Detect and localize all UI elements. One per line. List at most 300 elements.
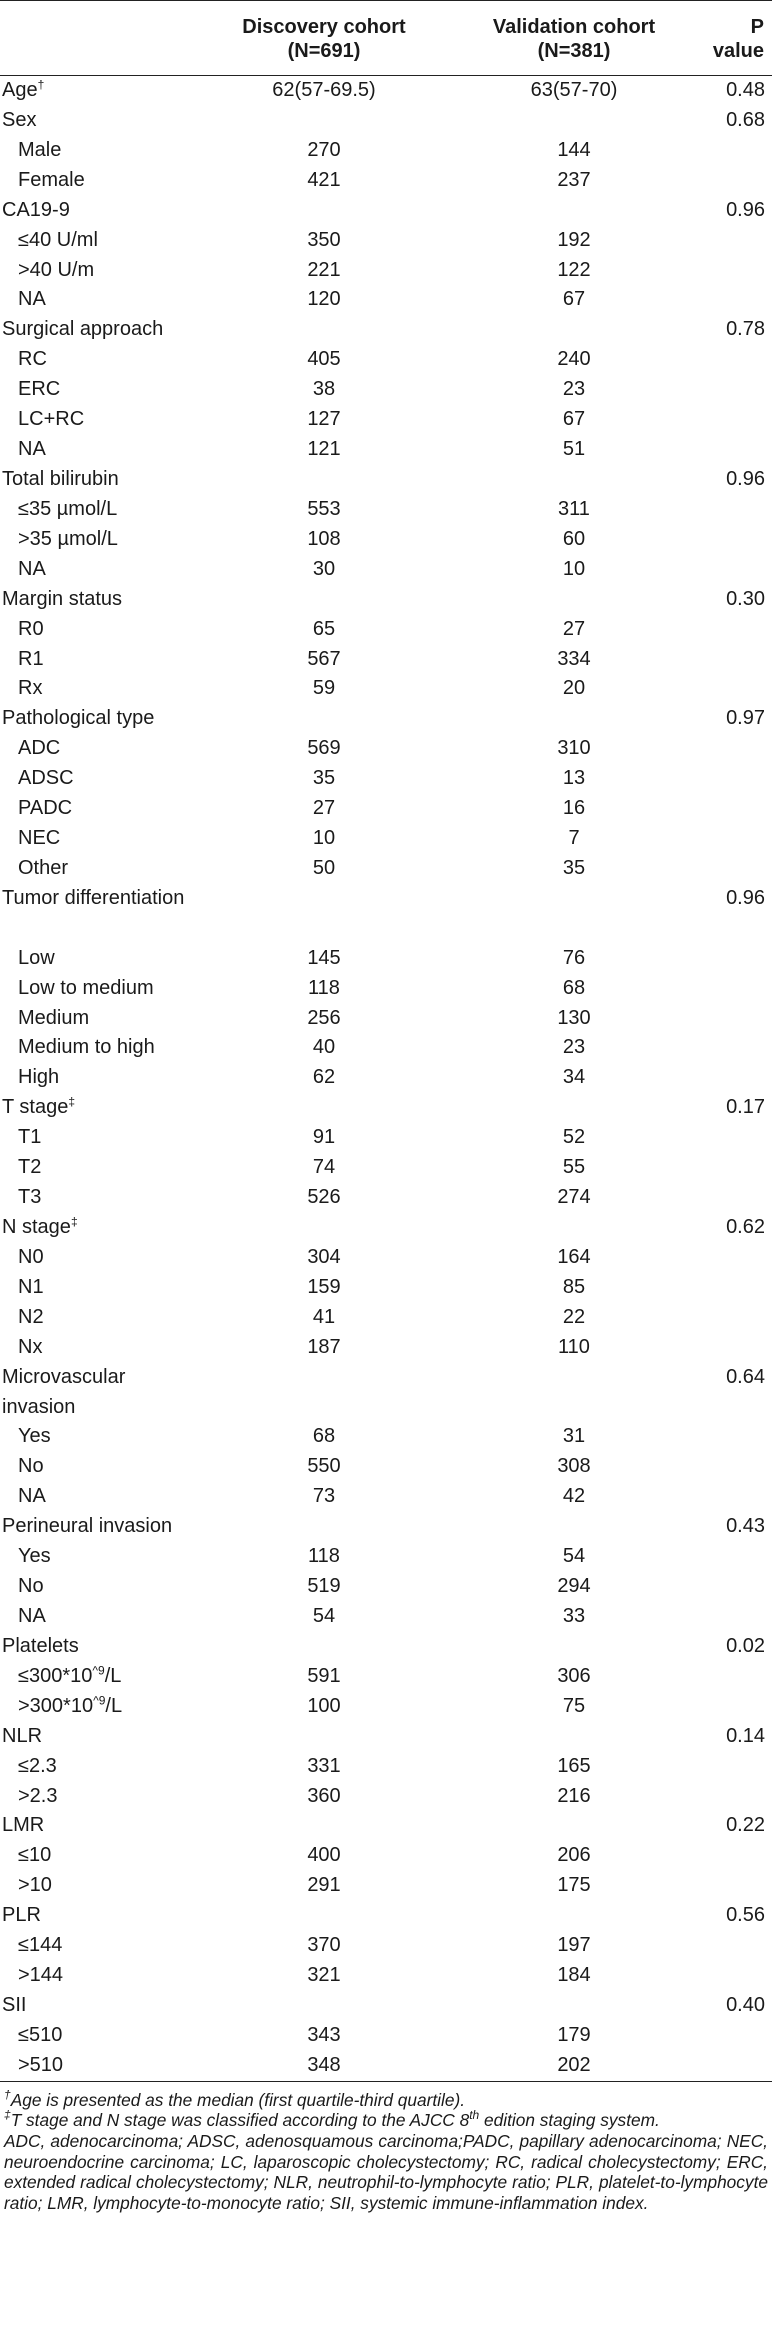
- row-label-text: R1: [18, 647, 44, 670]
- row-label: [0, 854, 190, 884]
- cell-discovery: 550: [307, 1455, 341, 1478]
- cell-p-value: 0.48: [726, 79, 765, 101]
- row-label: [0, 1512, 190, 1542]
- table-row-variable: [0, 315, 772, 345]
- table-row-subcategory: [0, 1871, 772, 1901]
- table-row-subcategory: [0, 2021, 772, 2051]
- row-label: [0, 1871, 190, 1901]
- cell-validation: 310: [557, 737, 591, 760]
- cell-p-value: [690, 1303, 772, 1333]
- cell-discovery: [190, 106, 458, 136]
- row-label-text: NEC: [18, 827, 61, 850]
- table-row-variable: [0, 465, 772, 495]
- cell-validation: 311: [558, 497, 590, 520]
- cell-validation: 197: [557, 1934, 591, 1957]
- table-row-subcategory: [0, 166, 772, 196]
- table-row-subcategory: [0, 1931, 772, 1961]
- cell-p-value: [690, 824, 772, 854]
- row-label-text: T3: [18, 1186, 42, 1209]
- row-label-text: NA: [18, 557, 46, 580]
- table-row-subcategory: [0, 1303, 772, 1333]
- cell-discovery: 59: [312, 677, 336, 700]
- row-label: [0, 226, 190, 256]
- footnote-age: [4, 2087, 768, 2111]
- row-label: [0, 555, 190, 585]
- cell-discovery: 159: [307, 1275, 341, 1298]
- cell-validation: [458, 1901, 690, 1931]
- cell-validation: 206: [557, 1844, 591, 1867]
- cell-discovery: [190, 1811, 458, 1841]
- row-label: [0, 1004, 190, 1034]
- cell-validation: [458, 585, 690, 615]
- cell-p-value: [690, 345, 772, 375]
- cell-validation: 35: [562, 856, 586, 879]
- cell-p-value: [690, 1183, 772, 1213]
- table-footnotes: [0, 2082, 772, 2214]
- cell-validation: 23: [562, 378, 586, 401]
- cell-validation: 63(57-70): [530, 79, 618, 101]
- cell-p-value: [690, 1333, 772, 1363]
- cell-validation: 165: [557, 1754, 591, 1777]
- cell-p-value: [690, 674, 772, 704]
- row-label-text: LMR: [2, 1814, 45, 1837]
- header-p-line2: value: [712, 40, 764, 62]
- table-row-subcategory: [0, 1692, 772, 1722]
- cell-discovery: 421: [307, 168, 341, 191]
- cell-discovery: 27: [312, 797, 336, 820]
- cell-discovery: 40: [312, 1036, 336, 1059]
- row-label-text: Yes: [18, 1425, 51, 1448]
- row-label-text: Medium to high: [18, 1036, 155, 1059]
- cell-validation: 13: [562, 767, 586, 790]
- cell-p-value: [690, 1931, 772, 1961]
- table-row-subcategory: [0, 1333, 772, 1363]
- cell-discovery: 100: [307, 1694, 341, 1717]
- cell-p-value: [690, 2051, 772, 2081]
- cell-p-value: [690, 525, 772, 555]
- row-label-text: Microvascular invasion: [2, 1365, 126, 1418]
- cell-p-value: [690, 256, 772, 286]
- row-label-text: ADC: [18, 737, 61, 760]
- row-label: [0, 1063, 190, 1093]
- row-label-text: NA: [18, 288, 46, 311]
- row-label: [0, 136, 190, 166]
- table-row-subcategory: [0, 136, 772, 166]
- cell-discovery: 400: [307, 1844, 341, 1867]
- row-label: [0, 1602, 190, 1632]
- table-row-subcategory: [0, 615, 772, 645]
- cell-discovery: 73: [312, 1485, 336, 1508]
- row-label-text: ≤10: [18, 1844, 52, 1867]
- table-row-subcategory: [0, 555, 772, 585]
- cell-validation: [458, 1722, 690, 1752]
- footnote-staging-sup: th: [469, 2108, 480, 2123]
- cell-discovery: 35: [312, 767, 336, 790]
- row-label-text: ≤144: [18, 1934, 63, 1957]
- header-validation-n: (N=381): [537, 40, 611, 62]
- table-row-subcategory: [0, 645, 772, 675]
- dagger-mark: †: [4, 2087, 11, 2102]
- cell-p-value: [690, 1243, 772, 1273]
- cell-discovery: [190, 1722, 458, 1752]
- cell-p-value: 0.64: [726, 1365, 765, 1388]
- table-row-subcategory: [0, 1572, 772, 1602]
- cell-p-value: 0.22: [726, 1814, 765, 1837]
- table-row-subcategory: [0, 1782, 772, 1812]
- row-label-text: >300*10: [18, 1694, 94, 1717]
- row-label: [0, 495, 190, 525]
- cell-discovery: 41: [312, 1305, 336, 1328]
- cell-discovery: 370: [307, 1934, 341, 1957]
- row-label-text: Other: [18, 856, 69, 879]
- cell-validation: 164: [557, 1245, 591, 1268]
- cell-validation: 306: [557, 1664, 591, 1687]
- cell-p-value: [690, 1752, 772, 1782]
- row-label-unit: /L: [105, 1694, 123, 1717]
- table-row-subcategory: [0, 375, 772, 405]
- table-row-variable: [0, 884, 772, 944]
- cell-discovery: 74: [312, 1156, 336, 1179]
- cell-discovery: 30: [312, 557, 336, 580]
- cell-validation: 52: [562, 1126, 586, 1149]
- row-label-text: ERC: [18, 378, 61, 401]
- cell-p-value: [690, 1602, 772, 1632]
- cell-p-value: [690, 1662, 772, 1692]
- cell-validation: 20: [562, 677, 586, 700]
- cell-validation: 27: [562, 617, 586, 640]
- row-label-text: No: [18, 1455, 44, 1478]
- row-label-text: Margin status: [2, 587, 123, 610]
- cell-p-value: 0.30: [726, 587, 765, 610]
- cell-validation: [458, 884, 690, 944]
- cell-validation: [458, 704, 690, 734]
- row-label: [0, 674, 190, 704]
- cell-validation: 294: [557, 1575, 591, 1598]
- row-label: [0, 1153, 190, 1183]
- cell-p-value: 0.68: [726, 108, 765, 131]
- row-label: [0, 824, 190, 854]
- cell-validation: 334: [557, 647, 591, 670]
- row-label-exponent: ^9: [92, 1663, 105, 1678]
- row-label-text: Rx: [18, 677, 43, 700]
- row-label: [0, 645, 190, 675]
- cell-validation: 67: [562, 288, 586, 311]
- row-label: [0, 1901, 190, 1931]
- cell-discovery: [190, 585, 458, 615]
- cell-validation: 179: [557, 2023, 591, 2046]
- cell-p-value: [690, 226, 772, 256]
- row-label: [0, 1961, 190, 1991]
- row-label: [0, 884, 190, 944]
- cell-discovery: 569: [307, 737, 341, 760]
- cell-p-value: [690, 1692, 772, 1722]
- row-label: [0, 1782, 190, 1812]
- footnote-staging-text-b: edition staging system.: [479, 2110, 660, 2131]
- cell-discovery: 591: [307, 1664, 341, 1687]
- table-header: [0, 1, 772, 76]
- cell-discovery: 343: [307, 2023, 341, 2046]
- row-label-text: T stage: [2, 1096, 69, 1119]
- cell-validation: [458, 315, 690, 345]
- row-label: [0, 1752, 190, 1782]
- row-label-text: >2.3: [18, 1784, 58, 1807]
- row-label-text: N stage: [2, 1216, 71, 1239]
- cell-discovery: [190, 315, 458, 345]
- row-label-text: Platelets: [2, 1634, 79, 1657]
- table-row-subcategory: [0, 794, 772, 824]
- cell-validation: 31: [562, 1425, 586, 1448]
- cell-p-value: [690, 1871, 772, 1901]
- cell-discovery: 120: [307, 288, 341, 311]
- cell-validation: [458, 1093, 690, 1123]
- cell-p-value: [690, 375, 772, 405]
- cell-discovery: 50: [312, 856, 336, 879]
- table-row-subcategory: [0, 226, 772, 256]
- cell-discovery: 331: [307, 1754, 341, 1777]
- row-footnote-mark: ‡: [70, 1214, 78, 1229]
- table-row-subcategory: [0, 1004, 772, 1034]
- table-row-subcategory: [0, 1422, 772, 1452]
- cell-discovery: 519: [307, 1575, 341, 1598]
- row-label-exponent: ^9: [93, 1693, 106, 1708]
- row-label: [0, 1273, 190, 1303]
- row-label: [0, 2051, 190, 2081]
- cell-discovery: 68: [312, 1425, 336, 1448]
- table-row-subcategory: [0, 734, 772, 764]
- header-discovery-title: Discovery cohort: [242, 16, 406, 38]
- row-label-text: >144: [18, 1964, 64, 1987]
- cell-validation: 22: [562, 1305, 586, 1328]
- cell-p-value: [690, 1572, 772, 1602]
- cell-validation: [458, 1811, 690, 1841]
- table-row-variable: [0, 1811, 772, 1841]
- table-row-subcategory: [0, 974, 772, 1004]
- cell-validation: 202: [557, 2053, 591, 2076]
- cell-validation: [458, 1632, 690, 1662]
- row-label: [0, 166, 190, 196]
- row-label-text: Surgical approach: [2, 318, 164, 341]
- table-row-subcategory: [0, 1662, 772, 1692]
- row-label: [0, 525, 190, 555]
- cell-discovery: 304: [307, 1245, 341, 1268]
- cell-validation: 85: [562, 1275, 586, 1298]
- row-label-text: >35 µmol/L: [18, 527, 118, 550]
- footnote-staging-text-a: T stage and N stage was classified according to the AJCC 8: [10, 2110, 470, 2131]
- header-discovery-n: (N=691): [287, 40, 361, 62]
- row-label-text: Nx: [18, 1335, 43, 1358]
- cell-discovery: [190, 1901, 458, 1931]
- cell-p-value: [690, 405, 772, 435]
- cell-p-value: [690, 495, 772, 525]
- row-label-text: Perineural invasion: [2, 1515, 173, 1538]
- cell-p-value: [690, 1123, 772, 1153]
- cell-p-value: [690, 764, 772, 794]
- cell-p-value: [690, 1033, 772, 1063]
- cell-validation: 110: [558, 1335, 590, 1358]
- table-body: [0, 76, 772, 2082]
- table-row-variable: [0, 1991, 772, 2021]
- table-row-subcategory: [0, 1273, 772, 1303]
- cell-discovery: 405: [307, 348, 341, 371]
- cell-p-value: 0.97: [726, 707, 765, 730]
- row-label-text: Total bilirubin: [2, 467, 119, 490]
- cell-validation: [458, 1363, 690, 1423]
- row-label-text: RC: [18, 348, 47, 371]
- row-label-text: N1: [18, 1275, 44, 1298]
- row-label: [0, 974, 190, 1004]
- table-row-subcategory: [0, 1841, 772, 1871]
- cell-discovery: [190, 884, 458, 944]
- cell-validation: 54: [562, 1545, 586, 1568]
- row-label-text: Female: [18, 168, 85, 191]
- row-label-text: PLR: [2, 1904, 41, 1927]
- row-label: [0, 106, 190, 136]
- table-row-subcategory: [0, 1063, 772, 1093]
- row-label-text: NA: [18, 438, 46, 461]
- cell-validation: 75: [562, 1694, 586, 1717]
- row-label: [0, 1093, 190, 1123]
- row-label: [0, 1452, 190, 1482]
- row-label-text: Medium: [18, 1006, 90, 1029]
- table-row-subcategory: [0, 1243, 772, 1273]
- table-row-variable: [0, 196, 772, 226]
- row-label-text: T1: [18, 1126, 42, 1149]
- cell-p-value: [690, 1273, 772, 1303]
- cell-discovery: 118: [308, 1545, 340, 1568]
- row-label-text: Low to medium: [18, 976, 154, 999]
- header-validation-title: Validation cohort: [492, 16, 656, 38]
- cell-p-value: 0.40: [726, 1993, 765, 2016]
- row-label-text: Male: [18, 138, 62, 161]
- row-label: [0, 615, 190, 645]
- row-label-text: LC+RC: [18, 408, 85, 431]
- table-row-subcategory: [0, 1752, 772, 1782]
- cell-discovery: 553: [307, 497, 341, 520]
- footnote-age-text: Age is presented as the median (first quartile-third quartile).: [10, 2089, 466, 2110]
- cell-validation: 216: [557, 1784, 591, 1807]
- row-label: [0, 1722, 190, 1752]
- cell-p-value: 0.14: [726, 1724, 765, 1747]
- row-label-text: NA: [18, 1485, 46, 1508]
- table-row-variable: [0, 106, 772, 136]
- cell-p-value: [690, 1782, 772, 1812]
- table-row-subcategory: [0, 764, 772, 794]
- cell-discovery: 118: [308, 976, 340, 999]
- cell-p-value: [690, 555, 772, 585]
- row-label: [0, 315, 190, 345]
- cell-validation: 55: [562, 1156, 586, 1179]
- cell-discovery: 145: [307, 946, 341, 969]
- cell-p-value: 0.02: [726, 1634, 765, 1657]
- table-row-subcategory: [0, 1602, 772, 1632]
- table-row-subcategory: [0, 944, 772, 974]
- row-label: [0, 585, 190, 615]
- row-label-text: N0: [18, 1245, 44, 1268]
- cell-validation: 122: [557, 258, 591, 281]
- cell-discovery: 270: [307, 138, 341, 161]
- cell-p-value: [690, 136, 772, 166]
- cell-p-value: 0.78: [726, 318, 765, 341]
- row-footnote-mark: ‡: [68, 1094, 76, 1109]
- cell-discovery: 360: [307, 1784, 341, 1807]
- cell-discovery: 38: [312, 378, 336, 401]
- row-label-text: ≤40 U/ml: [18, 228, 98, 251]
- row-label: [0, 196, 190, 226]
- cell-discovery: 62(57-69.5): [272, 79, 376, 101]
- cell-validation: 7: [568, 827, 580, 850]
- cell-p-value: [690, 794, 772, 824]
- header-variable: [0, 1, 190, 76]
- row-label: [0, 405, 190, 435]
- cell-discovery: 65: [312, 617, 336, 640]
- cell-p-value: [690, 435, 772, 465]
- table-row-variable: [0, 1722, 772, 1752]
- row-label: [0, 465, 190, 495]
- row-label-text: R0: [18, 617, 44, 640]
- cell-validation: [458, 196, 690, 226]
- row-label: [0, 1363, 190, 1423]
- row-label: [0, 2021, 190, 2051]
- row-label-text: N2: [18, 1305, 44, 1328]
- cell-discovery: 256: [307, 1006, 341, 1029]
- cell-discovery: [190, 1213, 458, 1243]
- cell-discovery: 91: [312, 1126, 336, 1149]
- cell-discovery: 108: [307, 527, 341, 550]
- cell-validation: 237: [557, 168, 591, 191]
- row-label: [0, 1243, 190, 1273]
- cell-discovery: [190, 465, 458, 495]
- cell-validation: 33: [562, 1605, 586, 1627]
- header-discovery-cohort: [190, 1, 458, 76]
- table-row-variable: [0, 585, 772, 615]
- cell-discovery: 526: [307, 1186, 341, 1209]
- cell-p-value: [690, 974, 772, 1004]
- cell-p-value: 0.96: [726, 198, 765, 221]
- row-label: [0, 1572, 190, 1602]
- cell-p-value: 0.96: [726, 886, 765, 909]
- cell-validation: [458, 465, 690, 495]
- table-row-variable: [0, 1363, 772, 1423]
- cell-p-value: [690, 2021, 772, 2051]
- cell-validation: 274: [557, 1186, 591, 1209]
- table-row-subcategory: [0, 1033, 772, 1063]
- table-row-subcategory: [0, 1542, 772, 1572]
- table-row-variable: [0, 1512, 772, 1542]
- cell-validation: 308: [557, 1455, 591, 1478]
- row-label: [0, 375, 190, 405]
- cell-validation: 68: [562, 976, 586, 999]
- cell-discovery: 187: [307, 1335, 341, 1358]
- row-label: [0, 764, 190, 794]
- row-label: [0, 1303, 190, 1333]
- cell-validation: 42: [562, 1485, 586, 1508]
- cell-p-value: [690, 1004, 772, 1034]
- cell-discovery: 54: [312, 1605, 336, 1627]
- cell-validation: 76: [562, 946, 586, 969]
- row-label: [0, 1811, 190, 1841]
- row-label-text: Yes: [18, 1545, 51, 1568]
- cell-discovery: 121: [307, 438, 341, 461]
- cell-p-value: [690, 1063, 772, 1093]
- cell-discovery: 348: [307, 2053, 341, 2076]
- row-label-text: ≤300*10: [18, 1664, 93, 1687]
- cell-validation: [458, 106, 690, 136]
- row-label: [0, 704, 190, 734]
- cell-validation: [458, 1512, 690, 1542]
- row-label: [0, 1632, 190, 1662]
- row-label-text: ≤2.3: [18, 1754, 57, 1777]
- cell-p-value: [690, 1542, 772, 1572]
